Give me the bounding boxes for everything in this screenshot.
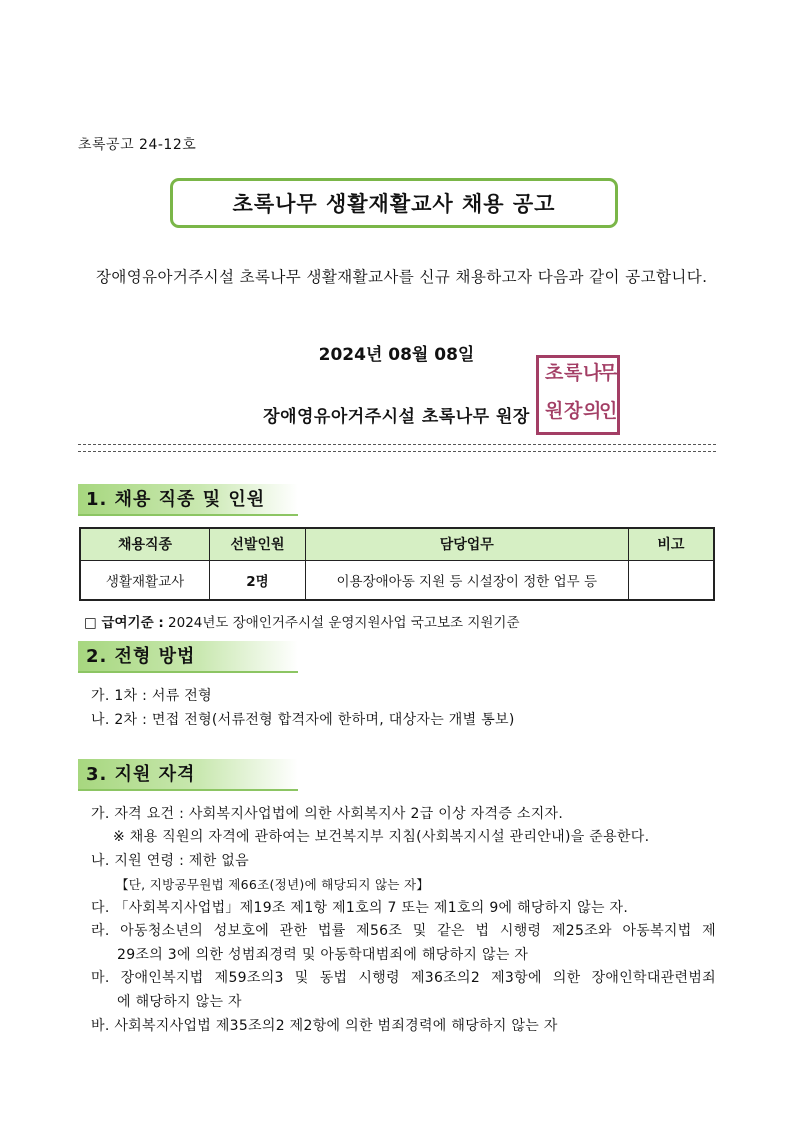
- list-item: 라. 아동청소년의 성보호에 관한 법률 제56조 및 같은 법 시행령 제25조와 아동복지법 제: [91, 923, 716, 939]
- official-seal: [536, 355, 620, 435]
- seal-glyph: 초: [545, 362, 564, 384]
- table-cell: [628, 560, 714, 600]
- seal-glyph: 무: [599, 362, 618, 384]
- table-header-row: [80, 528, 714, 560]
- announcement-date: 2024년 08월 08일: [318, 345, 475, 365]
- divider: [78, 444, 716, 445]
- list-item: 나. 지원 연령 : 제한 없음: [91, 853, 249, 869]
- salary-text: 2024년도 장애인거주시설 운영지원사업 국고보조 지원기준: [168, 615, 520, 631]
- list-item: 바. 사회복지사업법 제35조의2 제2항에 의한 범죄경력에 해당하지 않는 자: [91, 1018, 558, 1034]
- table-cell: 이용장애아동 지원 등 시설장이 정한 업무 등: [305, 560, 628, 600]
- list-item: 가. 1차 : 서류 전형: [91, 688, 212, 704]
- notice-number: 초록공고 24-12호: [78, 137, 197, 153]
- header-cell: 담당업무: [305, 528, 628, 560]
- title-text: 초록나무 생활재활교사 채용 공고: [232, 192, 556, 216]
- seal-glyph: 록: [564, 362, 583, 384]
- list-item: 다. 「사회복지사업법」제19조 제1항 제1호의 7 또는 제1호의 9에 해당하지 않는 자.: [91, 900, 629, 916]
- table-row: [80, 560, 714, 600]
- header-cell: 선발인원: [210, 528, 306, 560]
- section-heading-1: 1. 채용 직종 및 인원: [78, 484, 298, 516]
- table-cell: 생활재활교사: [80, 560, 210, 600]
- seal-glyph: 장: [564, 400, 583, 422]
- list-item: 나. 2차 : 면접 전형(서류전형 합격자에 한하며, 대상자는 개별 통보): [91, 712, 515, 728]
- list-item: 가. 자격 요건 : 사회복지사업법에 의한 사회복지사 2급 이상 자격증 소지자.: [91, 806, 564, 822]
- salary-standard: [84, 611, 519, 631]
- seal-glyph: 의: [583, 400, 602, 422]
- list-note: ※ 채용 직원의 자격에 관하여는 보건복지부 지침(사회복지시설 관리안내)을 준용한다.: [113, 829, 650, 845]
- salary-label: □ 급여기준 :: [84, 615, 164, 631]
- seal-glyph: 원: [545, 400, 564, 422]
- list-note: 【단, 지방공무원법 제66조(정년)에 해당되지 않는 자】: [116, 877, 430, 892]
- divider: [78, 451, 716, 452]
- list-item-continued: 에 해당하지 않는 자: [117, 994, 242, 1010]
- list-item-continued: 29조의 3에 의한 성범죄경력 및 아동학대범죄에 해당하지 않는 자: [117, 947, 529, 963]
- seal-glyph: 나: [583, 362, 602, 384]
- header-cell: 채용직종: [80, 528, 210, 560]
- intro-paragraph: 장애영유아거주시설 초록나무 생활재활교사를 신규 채용하고자 다음과 같이 공고합니다.: [96, 268, 708, 286]
- seal-glyph: 인: [599, 400, 618, 422]
- signer-name: 장애영유아거주시설 초록나무 원장: [263, 407, 530, 427]
- document-title: [170, 178, 618, 228]
- table-cell: 2명: [210, 560, 306, 600]
- header-cell: 비고: [628, 528, 714, 560]
- section-heading-3: 3. 지원 자격: [78, 759, 298, 791]
- list-item: 마. 장애인복지법 제59조의3 및 동법 시행령 제36조의2 제3항에 의한 장애인학대관련범죄: [91, 970, 716, 986]
- recruitment-table: [79, 527, 715, 601]
- section-heading-2: 2. 전형 방법: [78, 641, 298, 673]
